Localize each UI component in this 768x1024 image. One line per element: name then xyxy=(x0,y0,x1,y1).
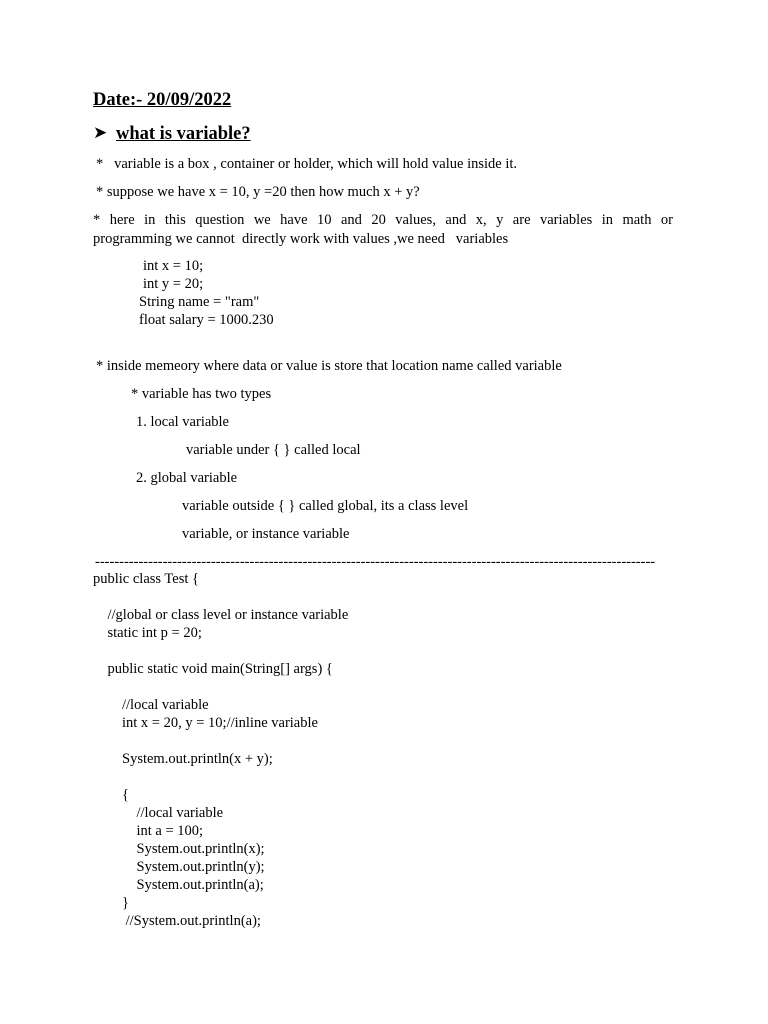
code-line: float salary = 1000.230 xyxy=(139,312,274,328)
paragraph-example: * suppose we have x = 10, y =20 then how much x + y? xyxy=(96,184,420,200)
code-line: //local variable xyxy=(93,697,209,713)
paragraph-memory: * inside memeory where data or value is store that location name called variable xyxy=(96,358,562,374)
code-line: { xyxy=(93,787,129,803)
local-variable-description: variable under { } called local xyxy=(186,442,361,458)
global-variable-title: 2. global variable xyxy=(136,470,238,486)
code-line: int a = 100; xyxy=(93,823,204,839)
code-line: } xyxy=(93,895,129,911)
code-line: System.out.println(x); xyxy=(93,841,265,857)
code-line: int x = 10; xyxy=(143,258,204,274)
code-line: public class Test { xyxy=(93,571,199,587)
global-variable-description: variable outside { } called global, its a class level xyxy=(182,498,469,514)
code-line: String name = "ram" xyxy=(139,294,260,310)
global-variable-description: variable, or instance variable xyxy=(182,526,350,542)
paragraph-explanation-line-2: programming we cannot directly work with values ,we need variables xyxy=(93,231,509,247)
code-line: System.out.println(x + y); xyxy=(93,751,273,767)
paragraph-definition: * variable is a box , container or holder, which will hold value inside it. xyxy=(96,156,518,172)
paragraph-explanation-line-1: * here in this question we have 10 and 20 values, and x, y are variables in math or xyxy=(93,212,673,228)
local-variable-title: 1. local variable xyxy=(136,414,229,430)
code-line: //global or class level or instance variable xyxy=(93,607,349,623)
code-line: static int p = 20; xyxy=(93,625,202,641)
code-line: public static void main(String[] args) { xyxy=(93,661,333,677)
date-heading: Date:- 20/09/2022 xyxy=(93,90,232,110)
code-line: int x = 20, y = 10;//inline variable xyxy=(93,715,318,731)
code-line: System.out.println(y); xyxy=(93,859,265,875)
section-heading: what is variable? xyxy=(116,124,251,144)
types-heading: * variable has two types xyxy=(131,386,272,402)
dashed-divider: -------------------------------------------------------------------------------------------------------------------- xyxy=(95,554,656,570)
code-line: System.out.println(a); xyxy=(93,877,264,893)
code-line: int y = 20; xyxy=(143,276,204,292)
code-line: //local variable xyxy=(93,805,224,821)
code-line: //System.out.println(a); xyxy=(93,913,261,929)
arrow-bullet-icon: ➤ xyxy=(93,123,108,143)
